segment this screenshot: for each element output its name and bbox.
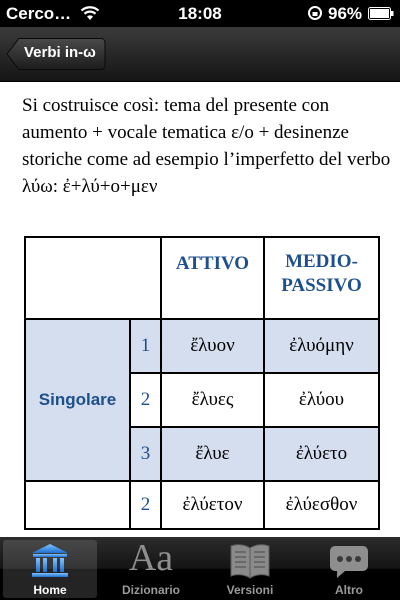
battery-icon	[368, 7, 394, 20]
navigation-bar	[0, 27, 400, 82]
table-row	[25, 481, 379, 529]
carrier-name: Cerco…	[6, 4, 72, 23]
tab-versioni[interactable]	[203, 540, 297, 598]
conjugation-table	[24, 236, 380, 530]
tab-home[interactable]	[3, 540, 97, 598]
content-area[interactable]	[0, 82, 400, 537]
table-row	[25, 319, 379, 373]
form-middle-passive: ἐλύετο	[264, 427, 379, 481]
person-number: 2	[130, 373, 161, 427]
back-button[interactable]	[6, 37, 106, 71]
open-book-icon	[230, 542, 270, 580]
header-attivo: ATTIVO	[161, 237, 264, 319]
header-medio-passivo-line2: PASSIVO	[281, 275, 362, 296]
form-middle-passive: ἐλύου	[264, 373, 379, 427]
tab-altro-label: Altro	[335, 583, 363, 597]
form-middle-passive: ἐλύεσθον	[264, 481, 379, 529]
tab-home-label: Home	[33, 583, 67, 597]
table-corner-cell	[25, 237, 161, 319]
dual-group-cell	[25, 481, 130, 529]
form-active: ἐλύετον	[161, 481, 264, 529]
back-button-label: Verbi in-ω	[24, 44, 96, 61]
tab-altro[interactable]	[302, 540, 396, 598]
person-number: 2	[130, 481, 161, 529]
bank-building-icon	[30, 542, 70, 580]
lock-rotation-icon	[308, 6, 322, 20]
tab-versioni-label: Versioni	[226, 583, 274, 597]
form-active: ἔλυον	[161, 319, 264, 373]
header-medio-passivo	[264, 237, 379, 319]
singular-label: Singolare	[25, 319, 130, 481]
aa-letters-icon: Aa	[128, 537, 174, 579]
form-active: ἔλυες	[161, 373, 264, 427]
person-number: 1	[130, 319, 161, 373]
person-number: 3	[130, 427, 161, 481]
header-medio-passivo-line1: MEDIO-	[285, 251, 358, 272]
intro-paragraph: Si costruisce così: tema del presente con aumento + vocale tematica ε/o + desinenze storiche come ad esempio l’imperfetto del verbo λύω: ἐ+λύ+ο+μεν	[22, 95, 391, 197]
speech-bubble-icon	[329, 542, 369, 580]
status-bar	[0, 0, 400, 27]
tab-dizionario[interactable]	[104, 537, 198, 598]
form-middle-passive: ἐλυόμην	[264, 319, 379, 373]
battery-percentage: 96%	[328, 4, 363, 23]
tab-dizionario-label: Dizionario	[121, 583, 180, 597]
form-active: ἔλυε	[161, 427, 264, 481]
clock: 18:08	[178, 4, 222, 23]
tab-bar	[0, 537, 400, 600]
table-header-row	[25, 237, 379, 319]
